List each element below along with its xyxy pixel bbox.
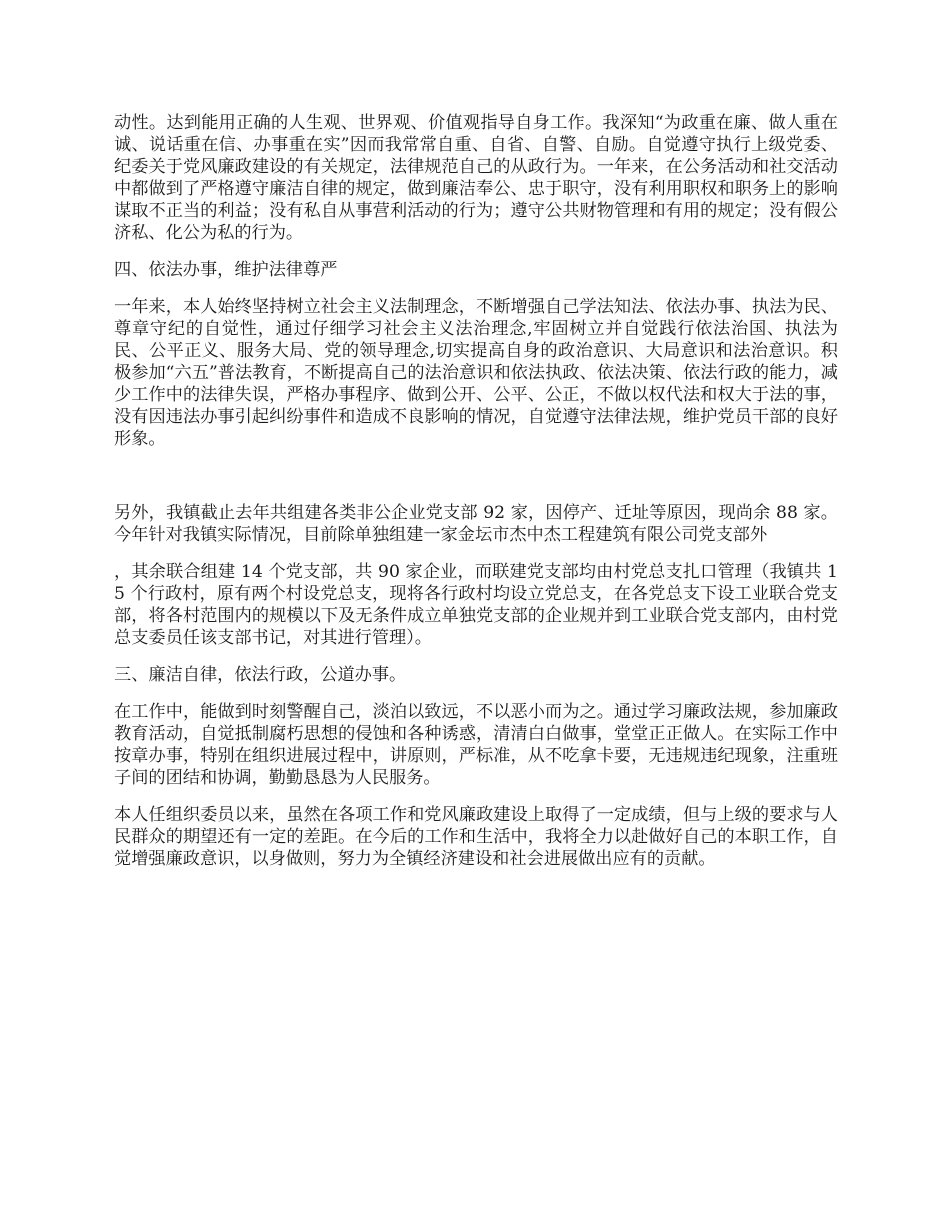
paragraph-conclusion: 本人任组织委员以来，虽然在各项工作和党风廉政建设上取得了一定成绩，但与上级的要求与人民群众的期望还有一定的差距。在今后的工作和生活中，我将全力以赴做好自己的本职工作，自觉增强廉政意识，以身做则，努力为全镇经济建设和社会进展做出应有的贡献。: [114, 805, 838, 869]
section-heading-self-discipline: 三、廉洁自律，依法行政，公道办事。: [114, 665, 407, 685]
document-page: [114, 112, 838, 885]
paragraph-integrity-conduct: 动性。达到能用正确的人生观、世界观、价值观指导自身工作。我深知“为政重在廉、做人重在诚、说话重在信、办事重在实”因而我常常自重、自省、自警、自励。自觉遵守执行上级党委、纪委关于党风廉政建设的有关规定，法律规范自己的从政行为。一年来，在公务活动和社交活动中都做到了严格遵守廉洁自律的规定，做到廉洁奉公、忠于职守，没有利用职权和职务上的影响谋取不正当的利益；没有私自从事营利活动的行为；遵守公共财物管理和有用的规定；没有假公济私、化公为私的行为。: [114, 113, 838, 243]
section-heading-rule-of-law: 四、依法办事，维护法律尊严: [114, 260, 338, 280]
paragraph-party-branches: 另外，我镇截止去年共组建各类非公企业党支部 92 家，因停产、迁址等原因，现尚余 88 家。今年针对我镇实际情况，目前除单独组建一家金坛市杰中杰工程建筑有限公司党支部外: [114, 503, 838, 545]
paragraph-self-discipline: 在工作中，能做到时刻警醒自己，淡泊以致远，不以恶小而为之。通过学习廉政法规，参加廉政教育活动，自觉抵制腐朽思想的侵蚀和各种诱惑，清清白白做事，堂堂正正做人。在实际工作中按章办事，特别在组织进展过程中，讲原则，严标准，从不吃拿卡要，无违规违纪现象，注重班子间的团结和协调，勤勤恳恳为人民服务。: [114, 702, 838, 788]
paragraph-joint-branches: ，其余联合组建 14 个党支部，共 90 家企业，而联建党支部均由村党总支扎口管理（我镇共 15 个行政村，原有两个村设党总支，现将各行政村均设立党总支，在各党总支下设工业联合党支部，将各村范围内的规模以下及无条件成立单独党支部的企业规并到工业联合党支部内，由村党总支委员任该支部书记，对其进行管理）。: [114, 562, 838, 648]
paragraph-rule-of-law: 一年来，本人始终坚持树立社会主义法制理念，不断增强自己学法知法、依法办事、执法为民、尊章守纪的自觉性，通过仔细学习社会主义法治理念,牢固树立并自觉践行依法治国、执法为民、公平正义、服务大局、党的领导理念,切实提高自身的政治意识、大局意识和法治意识。积极参加“六五”普法教育，不断提高自己的法治意识和依法执政、依法决策、依法行政的能力，减少工作中的法律失误，严格办事程序、做到公开、公平、公正，不做以权代法和权大于法的事，没有因违法办事引起纠纷事件和造成不良影响的情况，自觉遵守法律法规，维护党员干部的良好形象。: [114, 297, 838, 449]
blank-gap: [114, 465, 838, 502]
